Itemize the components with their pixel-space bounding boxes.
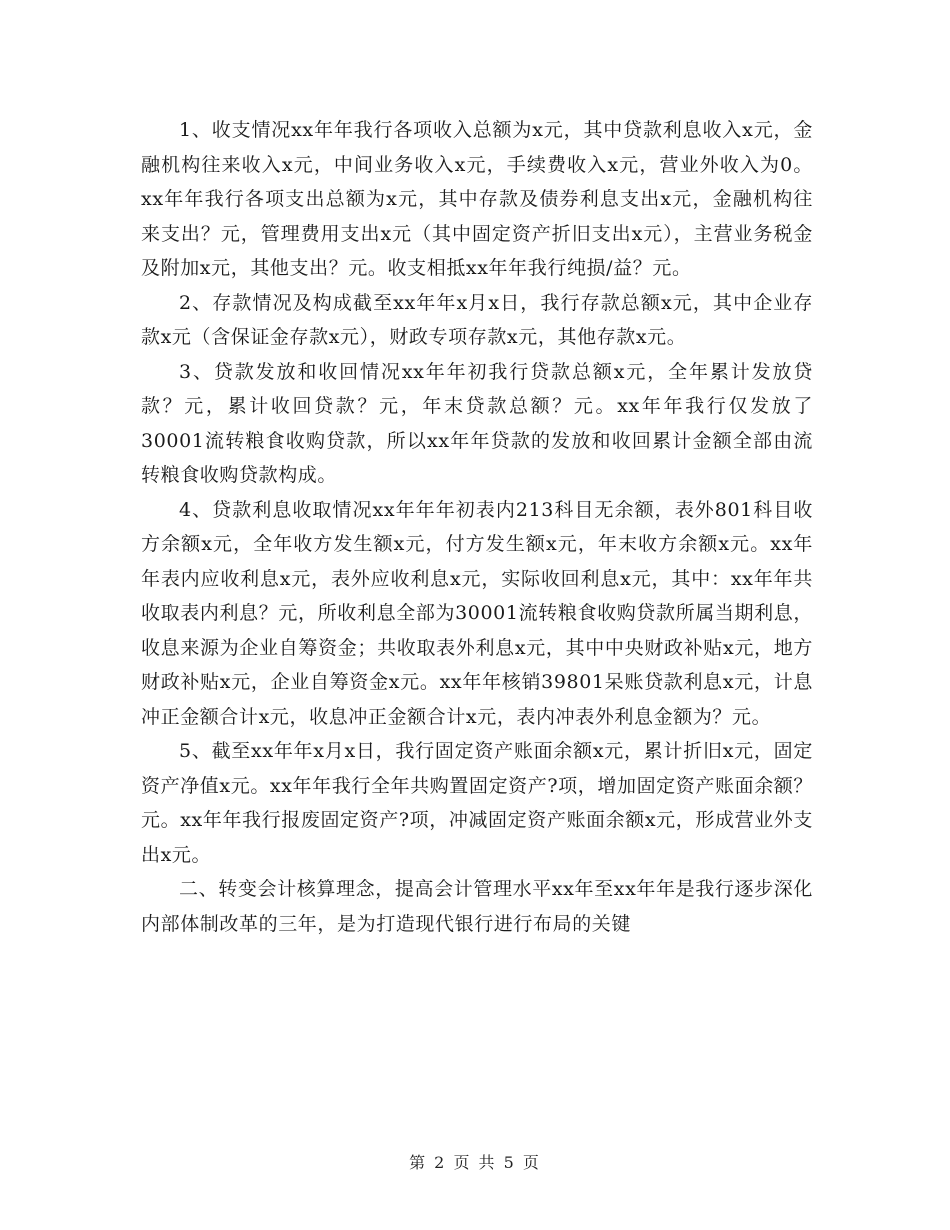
paragraph-income-expense: 1、收支情况xx年年我行各项收入总额为x元，其中贷款利息收入x元，金融机构往来收入x元，中间业务收入x元，手续费收入x元，营业外收入为0。xx年年我行各项支出总额为x元，其中存款及债券利息支出x元，金融机构往来支出？元，管理费用支出x元（其中固定资产折旧支出x元），主营业务税金及附加x元，其他支出？元。收支相抵xx年年我行纯损/益？元。 bbox=[141, 119, 813, 279]
paragraph-fixed-assets: 5、截至xx年年x月x日，我行固定资产账面余额x元，累计折旧x元，固定资产净值x元。xx年年我行全年共购置固定资产?项，增加固定资产账面余额？元。xx年年我行报废固定资产?项，冲减固定资产账面余额x元，形成营业外支出x元。 bbox=[141, 740, 813, 866]
paragraph-deposits: 2、存款情况及构成截至xx年年x月x日，我行存款总额x元，其中企业存款x元（含保证金存款x元），财政专项存款x元，其他存款x元。 bbox=[141, 291, 813, 348]
page-number-footer: 第 2 页 共 5 页 bbox=[409, 1153, 541, 1172]
paragraph-accounting-reform: 二、转变会计核算理念，提高会计管理水平xx年至xx年年是我行逐步深化内部体制改革的三年，是为打造现代银行进行布局的关键 bbox=[141, 878, 813, 935]
paragraph-loan-interest: 4、贷款利息收取情况xx年年年初表内213科目无余额，表外801科目收方余额x元，全年收方发生额x元，付方发生额x元，年末收方余额x元。xx年年表内应收利息x元，表外应收利息x元，实际收回利息x元，其中：xx年年共收取表内利息？元，所收利息全部为30001流转粮食收购贷款所属当期利息，收息来源为企业自筹资金；共收取表外利息x元，其中中央财政补贴x元，地方财政补贴x元，企业自筹资金x元。xx年年核销39801呆账贷款利息x元，计息冲正金额合计x元，收息冲正金额合计x元，表内冲表外利息金额为？元。 bbox=[141, 498, 813, 728]
document-body bbox=[141, 113, 813, 941]
paragraph-loans: 3、贷款发放和收回情况xx年年初我行贷款总额x元，全年累计发放贷款？元，累计收回贷款？元，年末贷款总额？元。xx年年我行仅发放了30001流转粮食收购贷款，所以xx年年贷款的发放和收回累计金额全部由流转粮食收购贷款构成。 bbox=[141, 360, 813, 486]
